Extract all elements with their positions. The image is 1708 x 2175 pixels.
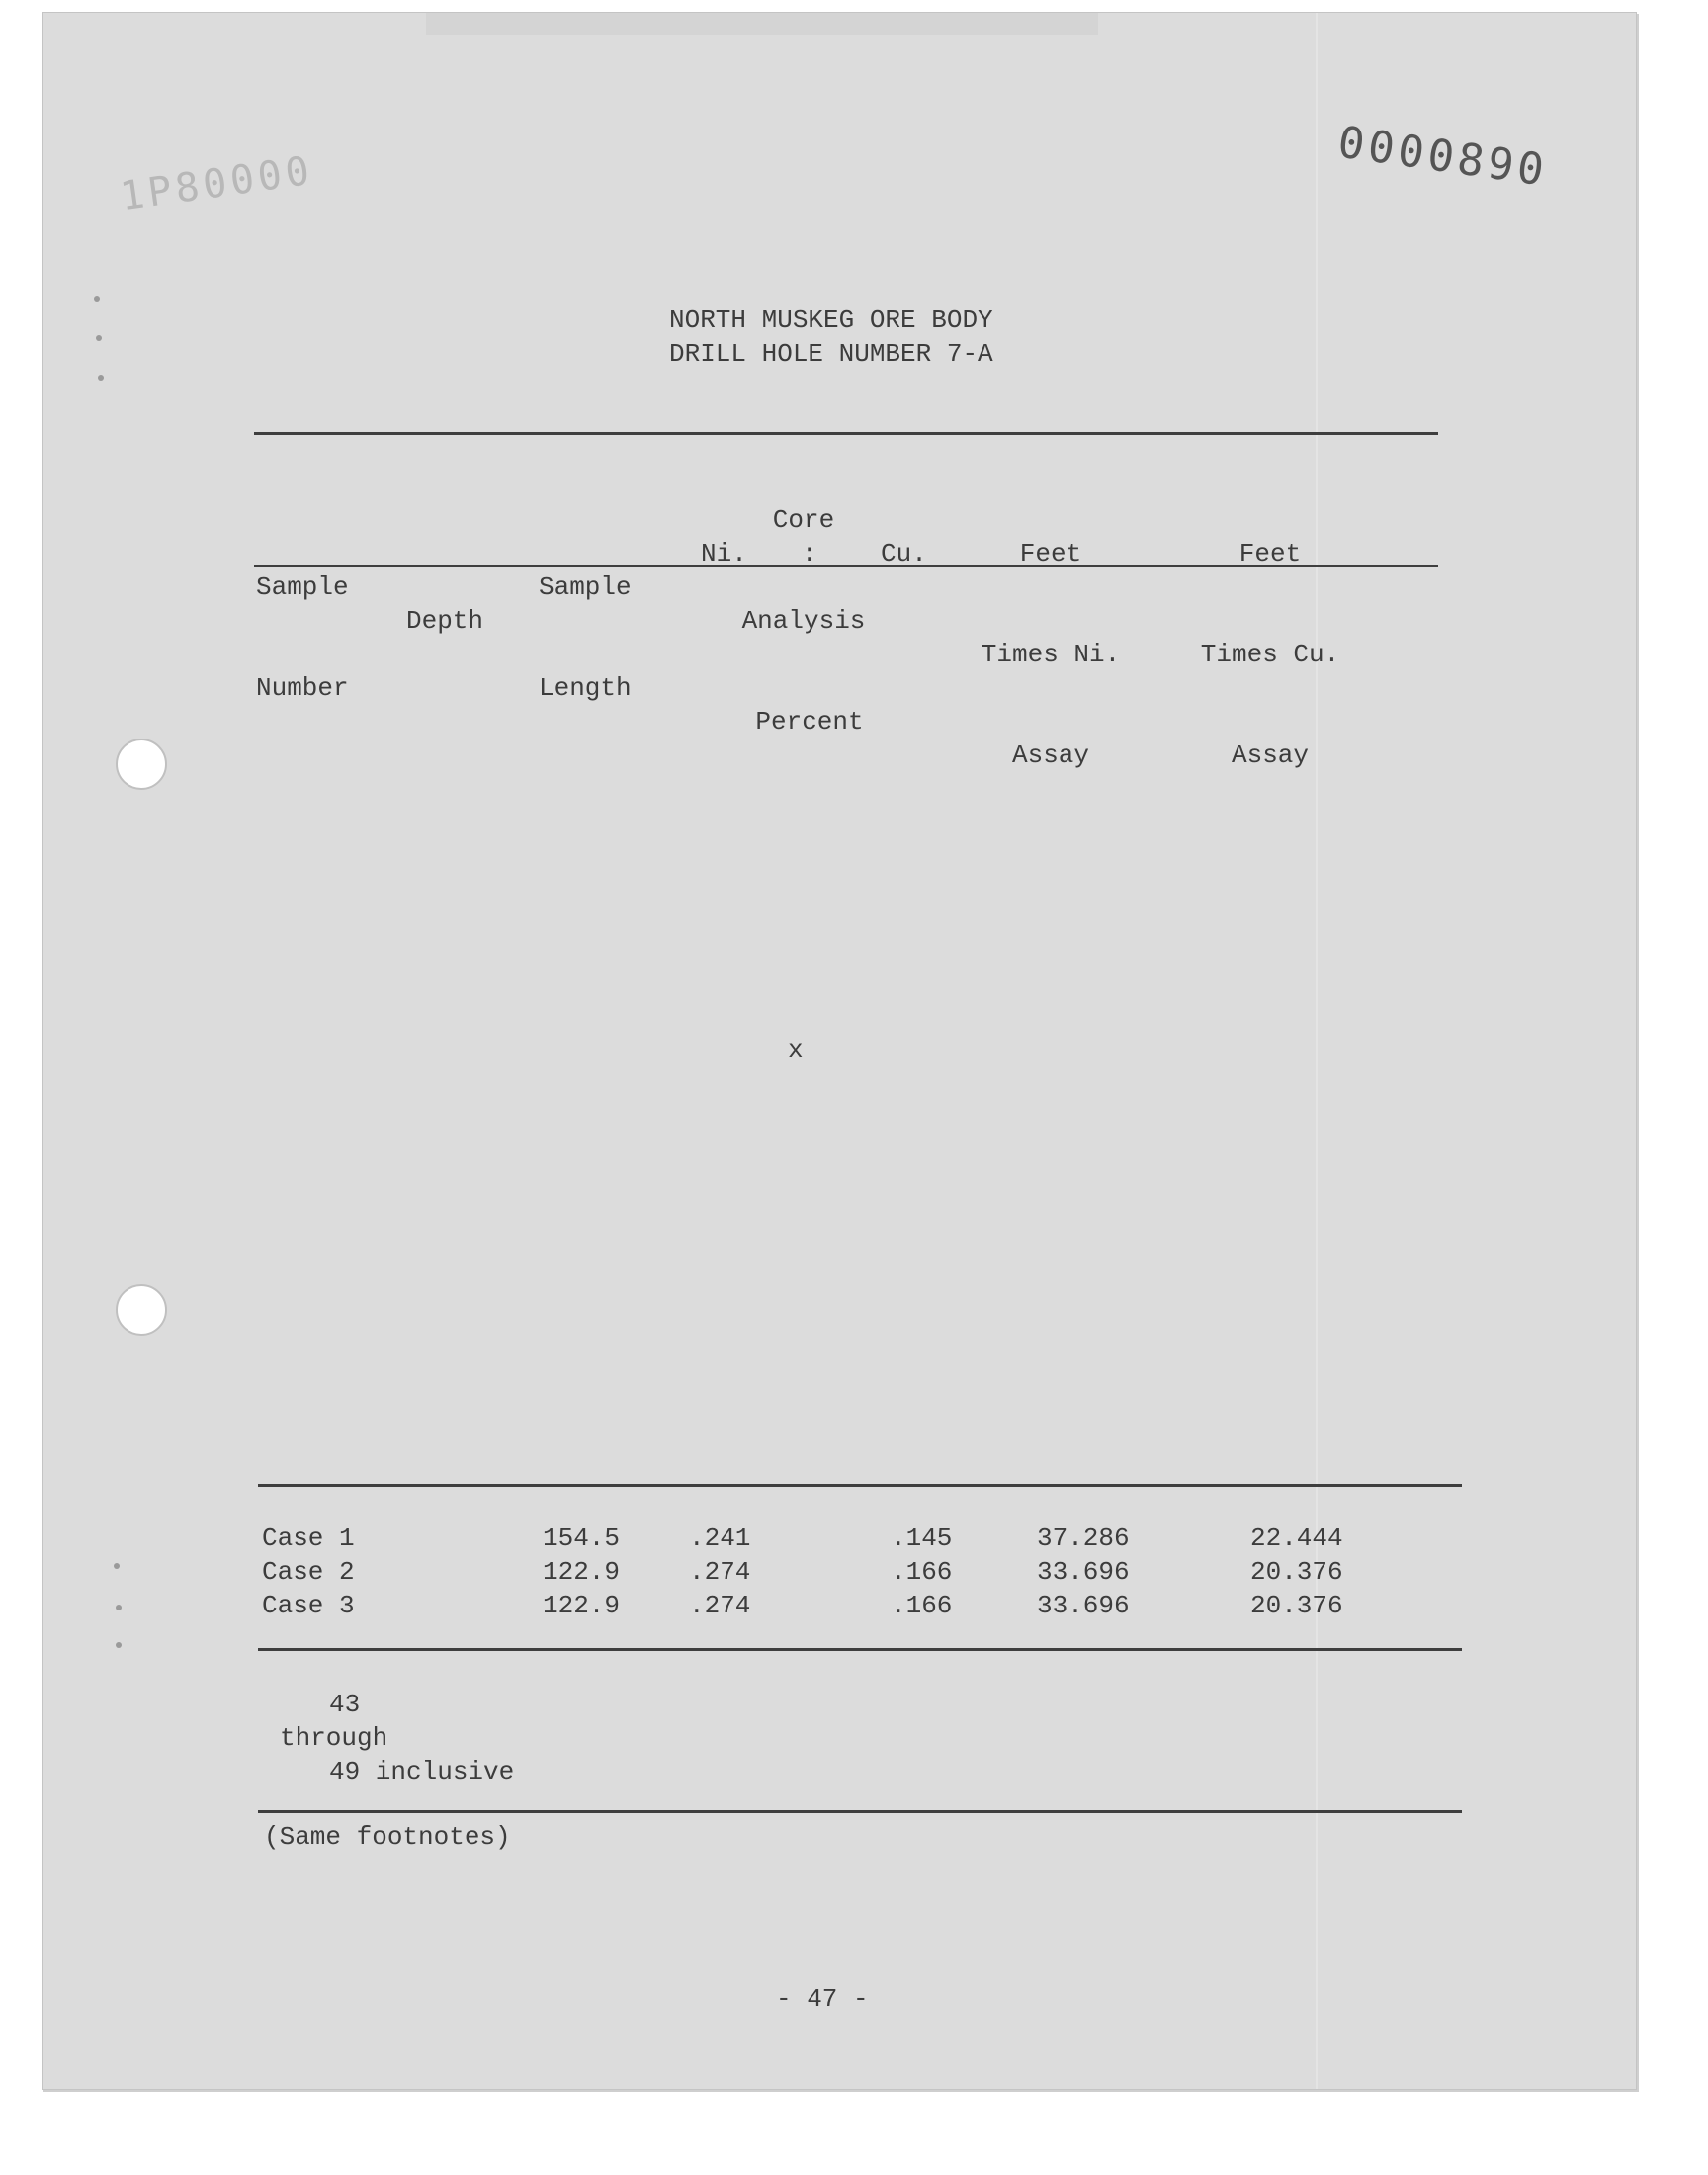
blank-marker: x: [788, 1035, 804, 1065]
range-start: 43: [329, 1690, 361, 1719]
header-ni: Ni.: [701, 539, 747, 568]
data-bottom-rule: [258, 1648, 1462, 1651]
cell-cu: .145: [891, 1523, 953, 1553]
header-text: Assay: [1011, 740, 1089, 770]
header-text: Assay: [1231, 740, 1309, 770]
header-text: Feet: [1019, 539, 1082, 568]
cell-feet-times-cu: 20.376: [1250, 1557, 1343, 1587]
data-top-rule: [258, 1484, 1462, 1487]
header-text: Percent: [755, 707, 864, 737]
header-text: Depth: [406, 606, 484, 636]
cell-ni: .274: [689, 1557, 751, 1587]
header-top-rule: [254, 432, 1438, 435]
header-colon: :: [802, 539, 817, 568]
cell-feet-times-cu: 22.444: [1250, 1523, 1343, 1553]
footnote: (Same footnotes): [264, 1822, 511, 1852]
footnote-rule: [258, 1810, 1462, 1813]
cell-sample-name: Case 3: [262, 1591, 355, 1620]
speck: [114, 1563, 120, 1569]
header-feet-times-cu: [1181, 470, 1359, 839]
header-sample-number: [256, 503, 349, 772]
cell-cu: .166: [891, 1591, 953, 1620]
speck: [94, 296, 100, 302]
cell-cu: .166: [891, 1557, 953, 1587]
range-through: through: [280, 1723, 388, 1753]
header-text: Number: [256, 673, 349, 703]
stamp-number: 0000890: [1334, 117, 1551, 197]
speck: [116, 1642, 122, 1648]
header-text: Sample: [256, 572, 349, 602]
speck: [98, 375, 104, 381]
page-title: NORTH MUSKEG ORE BODY: [669, 305, 993, 335]
header-text: Analysis: [741, 606, 866, 636]
cell-sample-name: Case 1: [262, 1523, 355, 1553]
page-subtitle: DRILL HOLE NUMBER 7-A: [669, 339, 993, 369]
speck: [96, 335, 102, 341]
cell-sample-length: 122.9: [543, 1557, 621, 1587]
header-feet-times-ni: [962, 470, 1140, 839]
header-text: Times Cu.: [1200, 640, 1340, 669]
header-core-analysis: [715, 436, 893, 806]
cell-feet-times-cu: 20.376: [1250, 1591, 1343, 1620]
header-depth: [406, 537, 483, 705]
cell-sample-length: 122.9: [543, 1591, 621, 1620]
punch-hole: [116, 1284, 167, 1336]
cell-feet-times-ni: 33.696: [1037, 1591, 1130, 1620]
header-text: Feet: [1238, 539, 1302, 568]
punch-hole: [116, 739, 167, 790]
page-number: - 47 -: [776, 1984, 869, 2014]
header-sample-length: [539, 503, 632, 772]
faded-stamp-number: 1P80000: [117, 147, 316, 220]
header-text: Core: [772, 505, 835, 535]
document-page: [42, 12, 1637, 2090]
speck: [116, 1605, 122, 1610]
cell-feet-times-ni: 33.696: [1037, 1557, 1130, 1587]
cell-sample-name: Case 2: [262, 1557, 355, 1587]
cell-ni: .274: [689, 1591, 751, 1620]
paper-edge: [426, 13, 1098, 35]
header-cu: Cu.: [881, 539, 927, 568]
cell-feet-times-ni: 37.286: [1037, 1523, 1130, 1553]
header-text: Sample: [539, 572, 632, 602]
header-text: Times Ni.: [981, 640, 1121, 669]
cell-sample-length: 154.5: [543, 1523, 621, 1553]
cell-ni: .241: [689, 1523, 751, 1553]
header-text: Length: [539, 673, 632, 703]
range-end: 49 inclusive: [329, 1757, 515, 1786]
